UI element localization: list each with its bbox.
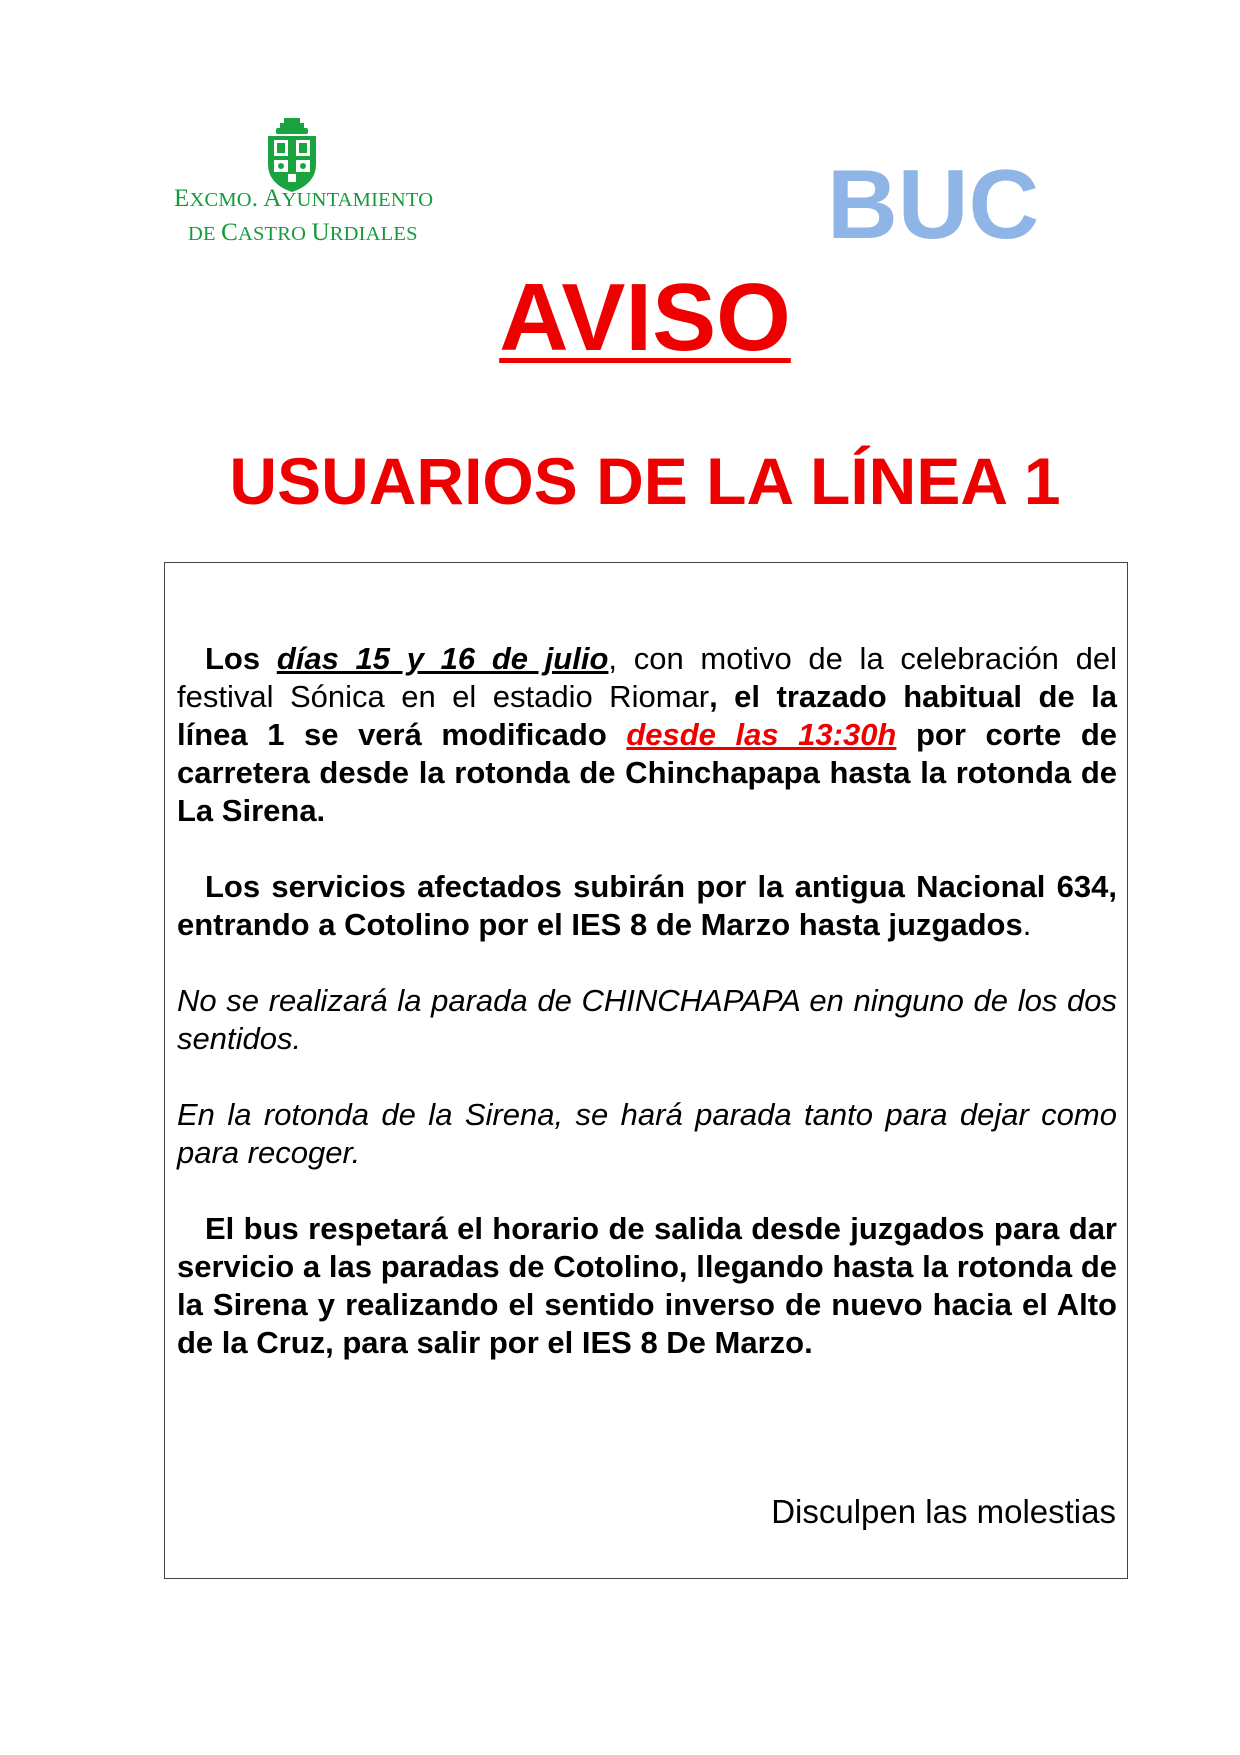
notice-paragraph-4: En la rotonda de la Sirena, se hará parada tanto para dejar como para recoger. [177,1097,1117,1170]
page-title: AVISO [499,264,791,371]
notice-content [177,640,1117,1362]
coat-of-arms-icon [262,118,322,194]
closing-text: Disculpen las molestias [771,1493,1116,1530]
page-subtitle: USUARIOS DE LA LÍNEA 1 [229,444,1061,518]
notice-paragraph-5: El bus respetará el horario de salida desde juzgados para dar servicio a las paradas de Cotolino, llegando hasta la rotonda de la Sirena y realizando el sentido inverso de nuevo hacia el Alto de la Cruz, para salir por el IES 8 De Marzo. [177,1211,1117,1360]
brand-title: BUC [827,149,1040,259]
logo-text-line2: DE CASTRO URDIALES [188,219,418,246]
notice-paragraph-2: Los servicios afectados subirán por la antigua Nacional 634, entrando a Cotolino por el IES 8 de Marzo hasta juzgados. [177,869,1117,942]
logo-text-line1: EXCMO. AYUNTAMIENTO [174,185,434,212]
notice-paragraph-3: No se realizará la parada de CHINCHAPAPA en ninguno de los dos sentidos. [177,983,1117,1056]
notice-paragraph-1: Los días 15 y 16 de julio, con motivo de la celebración del festival Sónica en el estadio Riomar, el trazado habitual de la línea 1 se verá modificado desde las 13:30h por corte de carretera desde la rotonda de Chinchapapa hasta la rotonda de La Sirena. [177,641,1118,828]
